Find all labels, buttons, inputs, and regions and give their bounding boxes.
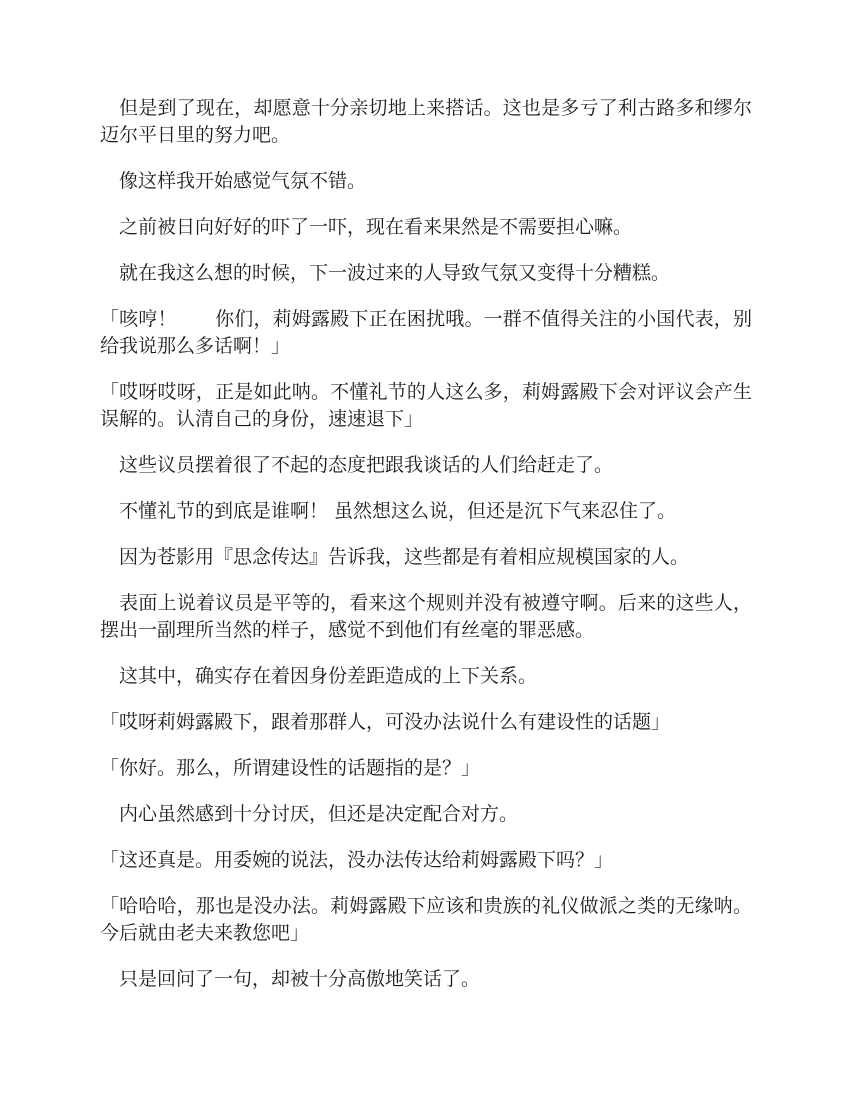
- paragraph: 「咳哼！ 你们，莉姆露殿下正在困扰哦。一群不值得关注的小国代表，别给我说那么多话啊！」: [100, 308, 752, 357]
- paragraph: 不懂礼节的到底是谁啊！ 虽然想这么说，但还是沉下气来忍住了。: [100, 500, 677, 522]
- paragraph: 内心虽然感到十分讨厌，但还是决定配合对方。: [100, 803, 519, 825]
- paragraph: 像这样我开始感觉气氛不错。: [100, 170, 367, 192]
- paragraph: 因为苍影用『思念传达』告诉我，这些都是有着相应规模国家的人。: [100, 546, 690, 568]
- paragraph: 表面上说着议员是平等的，看来这个规则并没有被遵守啊。后来的这些人，摆出一副理所当然的样子，感觉不到他们有丝毫的罪恶感。: [100, 592, 752, 641]
- paragraph: 「哎呀哎呀，正是如此呐。不懂礼节的人这么多，莉姆露殿下会对评议会产生误解的。认清自己的身份，速速退下」: [100, 381, 752, 430]
- paragraph: 只是回问了一句，却被十分高傲地笑话了。: [100, 968, 481, 990]
- document-page: [100, 95, 752, 1012]
- paragraph: 这些议员摆着很了不起的态度把跟我谈话的人们给赶走了。: [100, 454, 614, 476]
- paragraph: 「哎呀莉姆露殿下，跟着那群人，可没办法说什么有建设性的话题」: [100, 711, 671, 733]
- paragraph: 「你好。那么，所谓建设性的话题指的是？」: [100, 757, 481, 779]
- paragraph: 之前被日向好好的吓了一吓，现在看来果然是不需要担心嘛。: [100, 216, 633, 238]
- paragraph: 「这还真是。用委婉的说法，没办法传达给莉姆露殿下吗？」: [100, 849, 614, 871]
- paragraph: 就在我这么想的时候，下一波过来的人导致气氛又变得十分糟糕。: [100, 262, 671, 284]
- paragraph: 但是到了现在，却愿意十分亲切地上来搭话。这也是多亏了利古路多和缪尔迈尔平日里的努力吧。: [100, 97, 752, 146]
- paragraph: 这其中，确实存在着因身份差距造成的上下关系。: [100, 665, 538, 687]
- paragraph: 「哈哈哈，那也是没办法。莉姆露殿下应该和贵族的礼仪做派之类的无缘呐。今后就由老夫来教您吧」: [100, 895, 752, 944]
